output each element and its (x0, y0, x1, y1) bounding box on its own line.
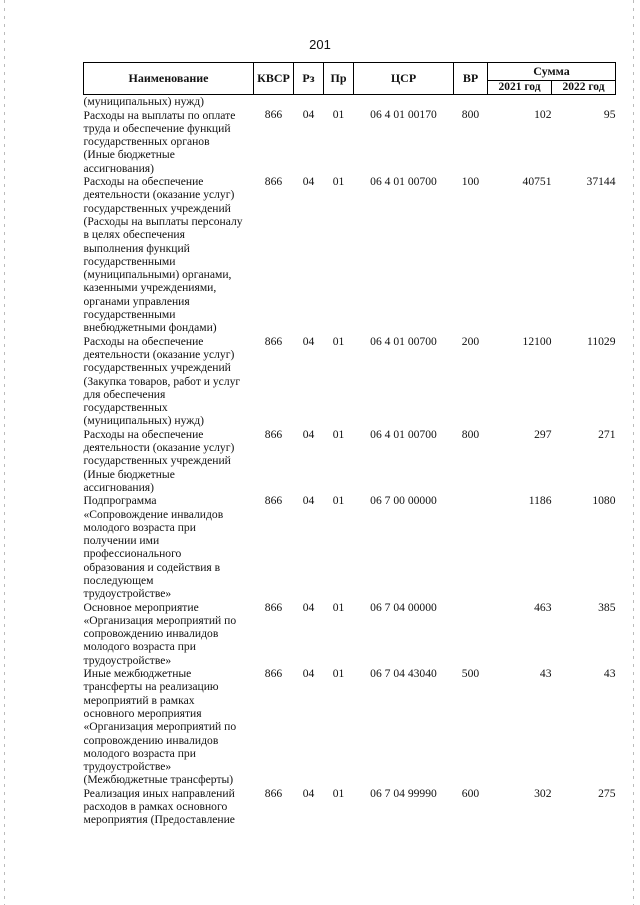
table-row (84, 787, 616, 827)
row-sum-2022: 271 (598, 427, 616, 441)
row-pr: 01 (332, 427, 345, 441)
row-sum-2022: 95 (603, 108, 616, 122)
row-name: Основное мероприятие «Организация мероприятий по сопровождению инвалидов молодого возраста при трудоустройстве» (83, 600, 237, 667)
header-name: Наименование (84, 63, 254, 95)
row-kvsr: 866 (264, 108, 283, 122)
row-rz: 04 (302, 600, 315, 614)
header-rz: Рз (294, 63, 324, 95)
page-number: 201 (309, 37, 331, 52)
row-rz: 04 (302, 427, 315, 441)
row-csr: 06 4 01 00700 (370, 175, 437, 189)
table-row (84, 667, 616, 787)
row-csr: 06 7 04 99990 (370, 786, 437, 800)
row-kvsr: 866 (264, 427, 283, 441)
row-sum-2022: 275 (598, 786, 616, 800)
header-kvsr: КВСР (254, 63, 294, 95)
header-year-2021: 2021 год (488, 81, 552, 95)
row-sum-2021: 40751 (522, 175, 552, 189)
row-pr: 01 (332, 600, 345, 614)
row-sum-2022: 37144 (586, 175, 616, 189)
row-vr: 800 (461, 108, 480, 122)
row-csr: 06 4 01 00700 (370, 334, 437, 348)
row-name: Расходы на обеспечение деятельности (оказание услуг) государственных учреждений (Закупка товаров, работ и услуг для обеспечения государственных (муниципальных) нужд) (83, 334, 241, 428)
table-row (84, 494, 616, 600)
row-kvsr: 866 (264, 175, 283, 189)
table-body (84, 95, 616, 827)
row-sum-2022: 1080 (592, 494, 616, 508)
row-kvsr: 866 (264, 786, 283, 800)
row-name: Расходы на обеспечение деятельности (оказание услуг) государственных учреждений (Расходы на выплаты персоналу в целях обеспечения выполнения функций государственными (муниципальными) органами, казенными учреждениями, органами управления государственными внебюджетными фондами) (83, 175, 243, 335)
budget-table (83, 62, 616, 827)
row-name: Подпрограмма «Сопровождение инвалидов молодого возраста при получении ими профессионального образования и содействия в последующем трудоустройстве» (83, 494, 224, 601)
row-csr: 06 7 00 00000 (370, 494, 437, 508)
row-rz: 04 (302, 334, 315, 348)
table-row (84, 335, 616, 428)
row-vr: 100 (461, 175, 480, 189)
header-vr: ВР (454, 63, 488, 95)
table-row (84, 428, 616, 494)
header-year-2022: 2022 год (552, 81, 616, 95)
row-pr: 01 (332, 667, 345, 681)
row-vr: 500 (461, 667, 480, 681)
row-sum-2021: 102 (534, 108, 552, 122)
row-sum-2021: 302 (534, 786, 552, 800)
row-kvsr: 866 (264, 600, 283, 614)
row-rz: 04 (302, 175, 315, 189)
row-kvsr: 866 (264, 494, 283, 508)
scan-edge-right (633, 0, 634, 905)
header-csr: ЦСР (354, 63, 454, 95)
row-vr: 600 (461, 786, 480, 800)
row-vr (454, 494, 488, 600)
row-pr: 01 (332, 108, 345, 122)
row-pr: 01 (332, 334, 345, 348)
row-csr: 06 7 04 43040 (370, 667, 437, 681)
row-kvsr: 866 (264, 334, 283, 348)
row-csr: 06 4 01 00170 (370, 108, 437, 122)
row-vr: 800 (461, 427, 480, 441)
row-sum-2022: 385 (598, 600, 616, 614)
row-name: (муниципальных) нужд) Расходы на выплаты по оплате труда и обеспечение функций государственных органов (Иные бюджетные ассигнования) (83, 95, 236, 175)
row-sum-2022: 43 (603, 667, 616, 681)
row-name: Иные межбюджетные трансферты на реализацию мероприятий в рамках основного мероприятия «Организация мероприятий по сопровождению инвалидов молодого возраста при трудоустройстве» (Межбюджетные трансферты) (83, 667, 237, 787)
row-rz: 04 (302, 108, 315, 122)
table-row (84, 95, 616, 175)
row-sum-2021: 1186 (528, 494, 552, 508)
row-kvsr: 866 (264, 667, 283, 681)
row-sum-2022: 11029 (586, 334, 616, 348)
row-csr: 06 7 04 00000 (370, 600, 437, 614)
row-name: Реализация иных направлений расходов в рамках основного мероприятия (Предоставление (83, 786, 235, 827)
row-pr: 01 (332, 786, 345, 800)
row-name: Расходы на обеспечение деятельности (оказание услуг) государственных учреждений (Иные бюджетные ассигнования) (83, 427, 235, 494)
row-csr: 06 4 01 00700 (370, 427, 437, 441)
table-header (84, 63, 616, 95)
header-sum: Сумма (488, 63, 616, 81)
header-pr: Пр (324, 63, 354, 95)
row-sum-2021: 463 (534, 600, 552, 614)
row-rz: 04 (302, 667, 315, 681)
table-row (84, 175, 616, 335)
row-sum-2021: 43 (539, 667, 552, 681)
row-pr: 01 (332, 175, 345, 189)
table-row (84, 601, 616, 667)
scan-edge-left (4, 0, 5, 905)
row-rz: 04 (302, 494, 315, 508)
row-sum-2021: 297 (534, 427, 552, 441)
row-pr: 01 (332, 494, 345, 508)
row-vr: 200 (461, 334, 480, 348)
row-vr (454, 601, 488, 667)
row-sum-2021: 12100 (522, 334, 552, 348)
row-rz: 04 (302, 786, 315, 800)
